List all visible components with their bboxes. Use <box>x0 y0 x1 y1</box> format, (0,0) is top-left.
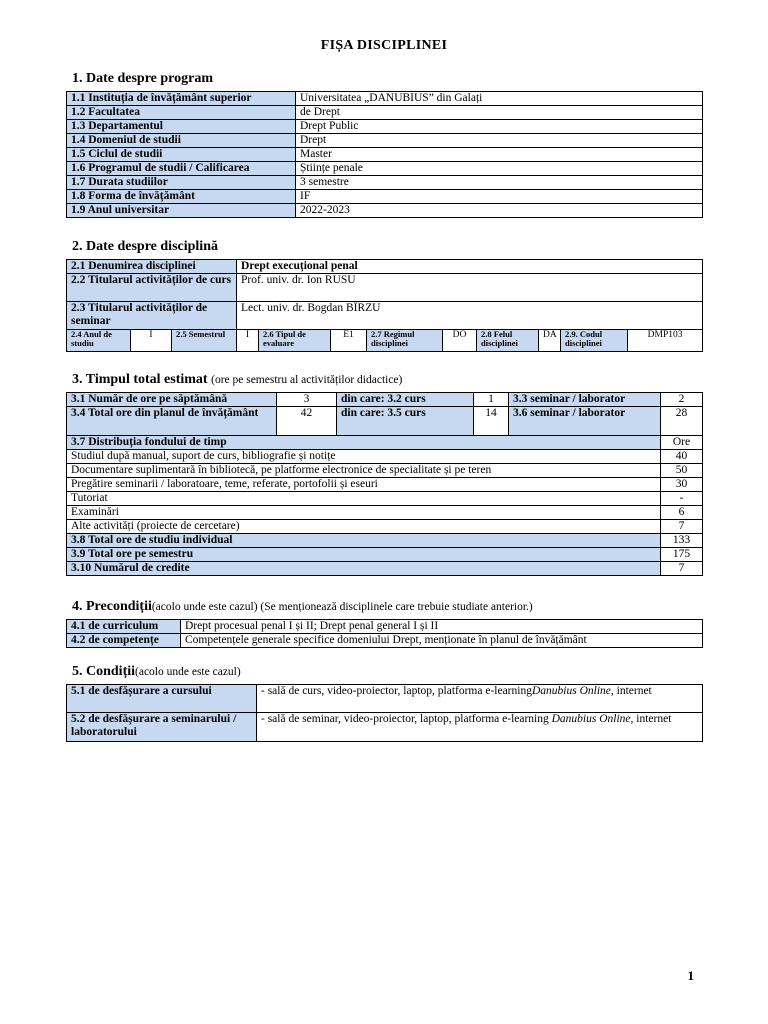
total-row <box>67 534 703 548</box>
distribution-row <box>67 492 703 506</box>
regim-value: DO <box>443 330 477 352</box>
fel-value: DA <box>539 330 561 352</box>
total-value: 175 <box>661 548 703 562</box>
program-row <box>67 204 703 218</box>
distribution-row <box>67 506 703 520</box>
program-row <box>67 134 703 148</box>
program-row <box>67 162 703 176</box>
curs-conditions-platform: Danubius Online, <box>531 685 614 697</box>
page-number: 1 <box>687 968 694 983</box>
curriculum-label: 4.1 de curriculum <box>67 620 181 634</box>
curs-conditions-label: 5.1 de desfășurare a cursului <box>67 685 257 713</box>
r36-label: 3.6 seminar / laborator <box>509 407 661 436</box>
curs-conditions-value <box>257 685 703 713</box>
r37-label: 3.7 Distribuția fondului de timp <box>67 436 661 450</box>
program-row-label: 1.2 Facultatea <box>67 106 296 120</box>
section-3-heading <box>72 372 402 388</box>
program-row-label: 1.7 Durata studiilor <box>67 176 296 190</box>
distribution-row <box>67 478 703 492</box>
total-label: 3.10 Numărul de credite <box>67 562 661 576</box>
total-label: 3.8 Total ore de studiu individual <box>67 534 661 548</box>
program-row-value: de Drept <box>296 106 703 120</box>
program-row-label: 1.5 Ciclul de studii <box>67 148 296 162</box>
r37-value: Ore <box>661 436 703 450</box>
regim-label: 2.7 Regimul disciplinei <box>367 330 443 352</box>
distribution-value: 40 <box>661 450 703 464</box>
section-5-note: (acolo unde este cazul) <box>135 666 241 678</box>
distribution-value: - <box>661 492 703 506</box>
section-3-title: 3. Timpul total estimat <box>72 372 208 387</box>
section-5-title: 5. Condiții <box>72 664 136 679</box>
evaluare-label: 2.6 Tipul de evaluare <box>259 330 331 352</box>
r34-label: 3.4 Total ore din planul de învățământ <box>67 407 277 436</box>
curs-conditions-tail: internet <box>616 685 652 697</box>
denumire-value: Drept execuțional penal <box>237 260 703 274</box>
distribution-label: Studiul după manual, suport de curs, bibliografie și notițe <box>67 450 661 464</box>
program-row-label: 1.1 Instituția de învățământ superior <box>67 92 296 106</box>
seminar-conditions-text: - sală de seminar, video-proiector, laptop, platforma e-learning <box>261 713 549 725</box>
section-4-note: (acolo unde este cazul) (Se menționează disciplinele care trebuie studiate anterior.) <box>151 601 533 613</box>
total-value: 7 <box>661 562 703 576</box>
r31-value: 3 <box>277 393 337 407</box>
r36-value: 28 <box>661 407 703 436</box>
evaluare-value: E1 <box>331 330 367 352</box>
program-row-value: 3 semestre <box>296 176 703 190</box>
section-1-heading: 1. Date despre program <box>72 71 214 86</box>
r33-value: 2 <box>661 393 703 407</box>
distribution-label: Pregătire seminarii / laboratoare, teme, referate, portofolii și eseuri <box>67 478 661 492</box>
program-row-label: 1.3 Departamentul <box>67 120 296 134</box>
program-row <box>67 176 703 190</box>
program-row <box>67 92 703 106</box>
an-value: I <box>131 330 172 352</box>
an-label: 2.4 Anul de studiu <box>67 330 131 352</box>
distribution-label: Tutoriat <box>67 492 661 506</box>
r32-label: din care: 3.2 curs <box>337 393 474 407</box>
distribution-value: 6 <box>661 506 703 520</box>
program-row <box>67 148 703 162</box>
seminar-conditions-platform: Danubius Online, <box>551 713 634 725</box>
denumire-label: 2.1 Denumirea disciplinei <box>67 260 237 274</box>
program-row-label: 1.8 Forma de învățământ <box>67 190 296 204</box>
distribution-row <box>67 520 703 534</box>
total-label: 3.9 Total ore pe semestru <box>67 548 661 562</box>
r35-label: din care: 3.5 curs <box>337 407 474 436</box>
distribution-value: 7 <box>661 520 703 534</box>
program-row-label: 1.9 Anul universitar <box>67 204 296 218</box>
r34-value: 42 <box>277 407 337 436</box>
titular-seminar-value: Lect. univ. dr. Bogdan BÎRZU <box>237 302 703 330</box>
section-2-heading: 2. Date despre disciplină <box>72 239 218 254</box>
titular-curs-value: Prof. univ. dr. Ion RUSU <box>237 274 703 302</box>
program-row-value: IF <box>296 190 703 204</box>
distribution-label: Examinări <box>67 506 661 520</box>
distribution-value: 30 <box>661 478 703 492</box>
r31-label: 3.1 Număr de ore pe săptămână <box>67 393 277 407</box>
titular-seminar-label: 2.3 Titularul activităților de seminar <box>67 302 237 330</box>
curs-conditions-text: - sală de curs, video-proiector, laptop, platforma e-learning <box>261 685 532 697</box>
program-row-value: Științe penale <box>296 162 703 176</box>
program-row-value: Drept <box>296 134 703 148</box>
curriculum-value: Drept procesual penal I și II; Drept penal general I și II <box>181 620 703 634</box>
distribution-label: Alte activități (proiecte de cercetare) <box>67 520 661 534</box>
fel-label: 2.8 Felul disciplinei <box>477 330 539 352</box>
seminar-conditions-label: 5.2 de desfășurare a seminarului / laboratorului <box>67 713 257 742</box>
program-row-label: 1.4 Domeniul de studii <box>67 134 296 148</box>
r32-value: 1 <box>474 393 509 407</box>
r33-label: 3.3 seminar / laborator <box>509 393 661 407</box>
program-row-value: 2022-2023 <box>296 204 703 218</box>
program-row <box>67 120 703 134</box>
program-row <box>67 190 703 204</box>
conditions-table <box>66 684 703 742</box>
section-4-heading <box>72 599 533 615</box>
discipline-table <box>66 259 703 352</box>
section-5-heading <box>72 664 241 680</box>
distribution-value: 50 <box>661 464 703 478</box>
program-row-value: Master <box>296 148 703 162</box>
program-row-label: 1.6 Programul de studii / Calificarea <box>67 162 296 176</box>
program-row-value: Universitatea „DANUBIUS” din Galați <box>296 92 703 106</box>
distribution-label: Documentare suplimentară în bibliotecă, pe platforme electronice de specialitate și pe teren <box>67 464 661 478</box>
titular-curs-label: 2.2 Titularul activităților de curs <box>67 274 237 302</box>
r35-value: 14 <box>474 407 509 436</box>
competente-label: 4.2 de competențe <box>67 634 181 648</box>
distribution-row <box>67 450 703 464</box>
page-title: FIȘA DISCIPLINEI <box>320 38 448 53</box>
program-table <box>66 91 703 218</box>
semestru-label: 2.5 Semestrul <box>172 330 237 352</box>
semestru-value: I <box>237 330 259 352</box>
cod-value: DMP103 <box>628 330 703 352</box>
time-table <box>66 392 703 576</box>
section-4-title: 4. Precondiții <box>72 599 152 614</box>
preconditions-table <box>66 619 703 648</box>
competente-value: Competențele generale specifice domeniului Drept, menționate în planul de învățământ <box>181 634 703 648</box>
total-value: 133 <box>661 534 703 548</box>
cod-label: 2.9. Codul disciplinei <box>561 330 628 352</box>
program-row <box>67 106 703 120</box>
distribution-row <box>67 464 703 478</box>
total-row <box>67 548 703 562</box>
total-row <box>67 562 703 576</box>
program-row-value: Drept Public <box>296 120 703 134</box>
seminar-conditions-tail: internet <box>636 713 672 725</box>
seminar-conditions-value <box>257 713 703 742</box>
section-3-note: (ore pe semestru al activităților didactice) <box>211 374 403 386</box>
